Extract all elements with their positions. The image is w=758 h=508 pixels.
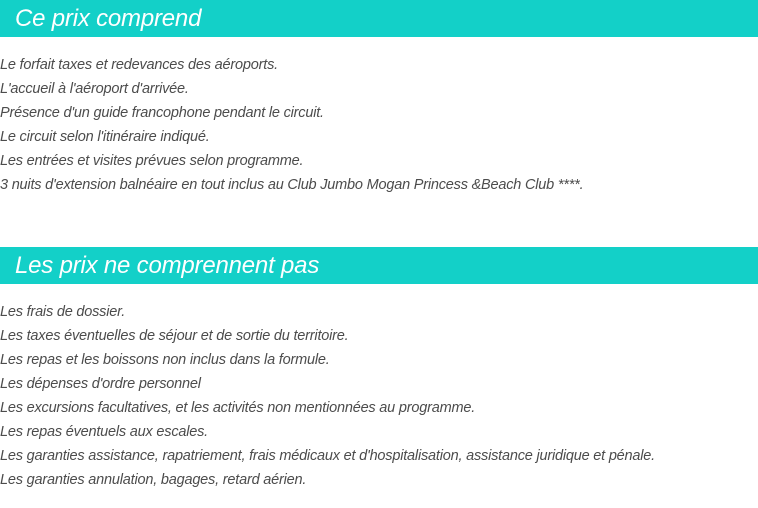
list-item: Les repas éventuels aux escales. (0, 424, 209, 440)
list-item: Les taxes éventuelles de séjour et de sortie du territoire. (0, 328, 349, 344)
list-item: Les garanties assistance, rapatriement, frais médicaux et d'hospitalisation, assistance juridique et pénale. (0, 448, 655, 464)
list-item: Les excursions facultatives, et les activités non mentionnées au programme. (0, 400, 476, 416)
list-item: Les repas et les boissons non inclus dans la formule. (0, 352, 330, 368)
list-item: Présence d'un guide francophone pendant le circuit. (0, 105, 324, 121)
list-item: Les garanties annulation, bagages, retard aérien. (0, 472, 307, 488)
list-item: Les frais de dossier. (0, 304, 126, 320)
excludes-list (0, 300, 655, 492)
list-item: Le circuit selon l'itinéraire indiqué. (0, 129, 210, 145)
includes-section-title: Ce prix comprend (0, 0, 758, 37)
list-item: L'accueil à l'aéroport d'arrivée. (0, 81, 189, 97)
list-item: Le forfait taxes et redevances des aéroports. (0, 57, 278, 73)
list-item: 3 nuits d'extension balnéaire en tout inclus au Club Jumbo Mogan Princess &Beach Club ****. (0, 177, 584, 193)
list-item: Les dépenses d'ordre personnel (0, 376, 201, 392)
excludes-section-title: Les prix ne comprennent pas (0, 247, 758, 284)
list-item: Les entrées et visites prévues selon programme. (0, 153, 304, 169)
includes-list (0, 53, 583, 197)
